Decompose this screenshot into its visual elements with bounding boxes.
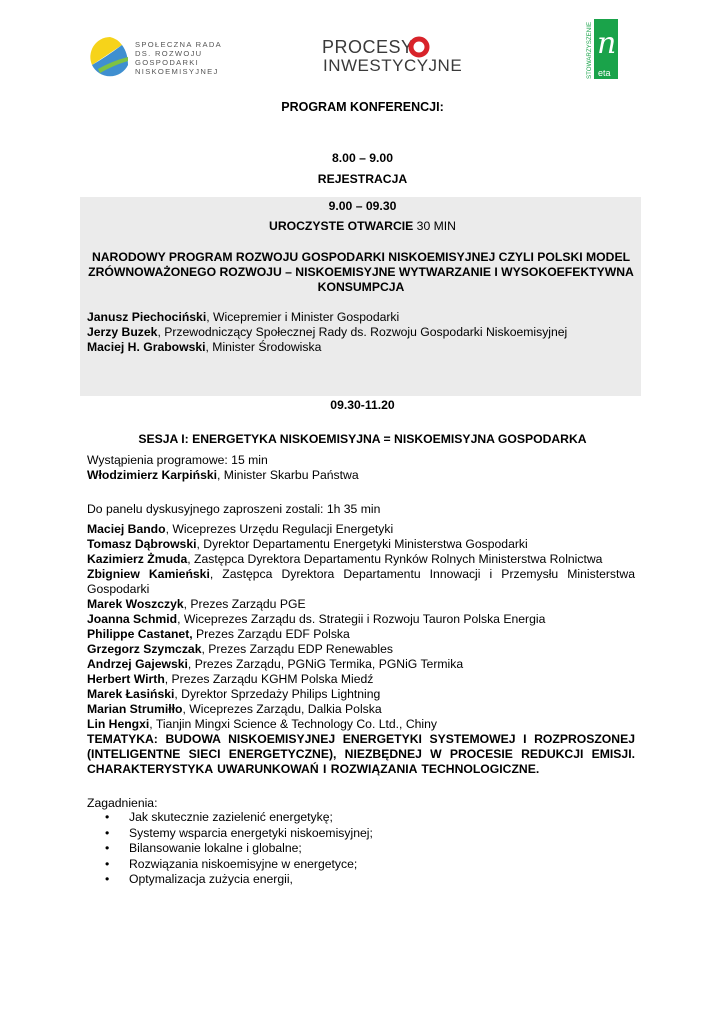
list-item: [87, 841, 587, 857]
issues-list: [87, 810, 587, 888]
logo-left-line-2: DS. ROZWOJU: [135, 49, 203, 58]
list-item: [87, 872, 587, 888]
issue-text: Systemy wsparcia energetyki niskoemisyjnej;: [129, 825, 373, 840]
panelist-name: Andrzej Gajewski: [87, 657, 188, 671]
panelist-name: Maciej Bando: [87, 522, 166, 536]
issues-label: Zagadnienia:: [87, 796, 158, 810]
panelist-name: Kazimierz Żmuda: [87, 552, 188, 566]
panelist-name: Herbert Wirth: [87, 672, 165, 686]
panelist-role: , Dyrektor Departamentu Energetyki Ministerstwa Gospodarki: [196, 537, 528, 551]
opening-speakers: [87, 310, 635, 355]
issue-text: Optymalizacja zużycia energii,: [129, 872, 293, 886]
opening-speaker: [87, 325, 635, 340]
panelist: [87, 672, 635, 687]
page-title: PROGRAM KONFERENCJI:: [281, 100, 444, 114]
logo-right-mark: [594, 19, 618, 79]
panelist-role: , Zastępca Dyrektora Departamentu Innowacji i Przemysłu Ministerstwa Gospodarki: [87, 567, 635, 596]
panelist-role: , Prezes Zarządu PGE: [183, 597, 306, 611]
panelist: [87, 537, 635, 552]
logo-right-green-block: [594, 19, 618, 79]
panelist-role: , Zastępca Dyrektora Departamentu Rynków Rolnych Ministerstwa Rolnictwa: [187, 552, 603, 566]
logo-center-line-1: PROCESY: [322, 37, 414, 57]
red-ring-icon: [408, 36, 430, 58]
opening-duration: 30 MIN: [413, 219, 456, 233]
opening-speaker: [87, 340, 635, 355]
speaker-role: , Wicepremier i Minister Gospodarki: [206, 310, 400, 324]
procesy-inwestycyjne-logo: [322, 36, 463, 78]
list-item: [87, 826, 587, 842]
session1-topic: TEMATYKA: BUDOWA NISKOEMISYJNEJ ENERGETYKI SYSTEMOWEJ I ROZPROSZONEJ (INTELIGENTNE SIECI ENERGETYCZNE), NIEZBĘDNEJ W PROCESIE REDUKCJI EMISJI. CHARAKTERYSTYKA UWARUNKOWAŃ I ROZWIĄZANIA TECHNOLOGICZNE.: [87, 732, 635, 776]
logo-left-line-3: GOSPODARKI: [135, 58, 200, 67]
speaker-name: Jerzy Buzek: [87, 325, 158, 339]
panelist: [87, 717, 635, 732]
session1-keynote-block: [87, 453, 635, 483]
speaker-name: Janusz Piechociński: [87, 310, 207, 324]
keynote-speaker: [87, 468, 635, 483]
issue-text: Rozwiązania niskoemisyjne w energetyce;: [129, 856, 358, 871]
issue-text: Jak skutecznie zazielenić energetykę;: [129, 810, 333, 824]
panelist: [87, 627, 635, 642]
bullet-icon: •: [105, 841, 110, 855]
panelist: [87, 567, 635, 597]
speaker-role: , Przewodniczący Społecznej Rady ds. Rozwoju Gospodarki Niskoemisyjnej: [157, 325, 568, 339]
spoleczna-rada-logo: [88, 33, 228, 83]
list-item: [87, 810, 587, 826]
panelist-role: , Wiceprezes Zarządu, Dalkia Polska: [182, 702, 382, 716]
session1-title: SESJA I: ENERGETYKA NISKOEMISYJNA = NISKOEMISYJNA GOSPODARKA: [138, 432, 587, 446]
panelist-role: , Prezes Zarządu, PGNiG Termika, PGNiG Termika: [187, 657, 464, 671]
panelist-role: , Dyrektor Sprzedaży Philips Lightning: [174, 687, 381, 701]
list-item: [87, 857, 587, 873]
speaker-role: , Minister Środowiska: [205, 340, 322, 354]
stowarzyszenie-eta-logo: [584, 18, 620, 80]
panelist: [87, 612, 635, 627]
svg-text:eta: eta: [598, 68, 611, 78]
logo-left-line-1: SPOŁECZNA RADA: [135, 40, 222, 49]
bullet-icon: •: [105, 810, 110, 824]
panelist: [87, 657, 635, 672]
panelist-name: Zbigniew Kamieński: [87, 567, 210, 581]
panel-intro: Do panelu dyskusyjnego zaproszeni zostali: 1h 35 min: [87, 502, 381, 516]
panelist-role: , Wiceprezes Urzędu Regulacji Energetyki: [165, 522, 394, 536]
panelist-name: Marian Strumiłło: [87, 702, 183, 716]
issue-text: Bilansowanie lokalne i globalne;: [129, 841, 302, 855]
logo-left-line-4: NISKOEMISYJNEJ: [135, 67, 219, 76]
svg-text:n: n: [597, 26, 617, 61]
opening-label: UROCZYSTE OTWARCIE: [269, 219, 414, 233]
panelist: [87, 642, 635, 657]
speaker-role: , Minister Skarbu Państwa: [217, 468, 359, 482]
panelist-name: Marek Łasiński: [87, 687, 175, 701]
panelist: [87, 687, 635, 702]
registration-time: 8.00 – 9.00: [332, 151, 393, 165]
panelist: [87, 522, 635, 537]
bullet-icon: •: [105, 872, 110, 886]
spoleczna-rada-logo-text: [135, 40, 222, 76]
panelist-name: Marek Woszczyk: [87, 597, 184, 611]
speaker-name: Maciej H. Grabowski: [87, 340, 206, 354]
panelist-role: , Wiceprezes Zarządu ds. Strategii i Rozwoju Tauron Polska Energia: [177, 612, 546, 626]
logo-center-line-2: INWESTYCYJNE: [323, 56, 463, 75]
speaker-name: Włodzimierz Karpiński: [87, 468, 218, 482]
bullet-icon: •: [105, 856, 110, 871]
panelist-name: Tomasz Dąbrowski: [87, 537, 197, 551]
panelist-name: Joanna Schmid: [87, 612, 178, 626]
spoleczna-rada-logo-mark: [88, 35, 132, 79]
panelist-role: , Tianjin Mingxi Science & Technology Co. Ltd., Chiny: [149, 717, 437, 731]
registration-label: REJESTRACJA: [317, 172, 408, 186]
panelist-role: Prezes Zarządu EDF Polska: [192, 627, 350, 641]
session1-time: 09.30-11.20: [330, 398, 395, 412]
panelist: [87, 597, 635, 612]
opening-time: 9.00 – 09.30: [328, 199, 397, 213]
program-talks-label: Wystąpienia programowe: 15 min: [87, 453, 268, 467]
panelist-name: Grzegorz Szymczak: [87, 642, 202, 656]
panelist-name: Lin Hengxi: [87, 717, 150, 731]
panelist: [87, 702, 635, 717]
panelist-role: , Prezes Zarządu EDP Renewables: [201, 642, 393, 656]
panelist-name: Philippe Castanet,: [87, 627, 193, 641]
opening-heading-line: [0, 219, 725, 233]
logo-right-vertical-text: [582, 18, 594, 80]
bullet-icon: •: [105, 825, 110, 840]
opening-program-heading: NARODOWY PROGRAM ROZWOJU GOSPODARKI NISKOEMISYJNEJ CZYLI POLSKI MODEL ZRÓWNOWAŻONEGO ROZWOJU – NISKOEMISYJNE WYTWARZANIE I WYSOKOEFEKTYWNA KONSUMPCJA: [88, 250, 634, 294]
panelist: [87, 552, 635, 567]
panelists-list: [87, 522, 635, 732]
svg-text:STOWARZYSZENIE: STOWARZYSZENIE: [586, 21, 593, 79]
opening-speaker: [87, 310, 635, 325]
panelist-role: , Prezes Zarządu KGHM Polska Miedź: [164, 672, 374, 686]
